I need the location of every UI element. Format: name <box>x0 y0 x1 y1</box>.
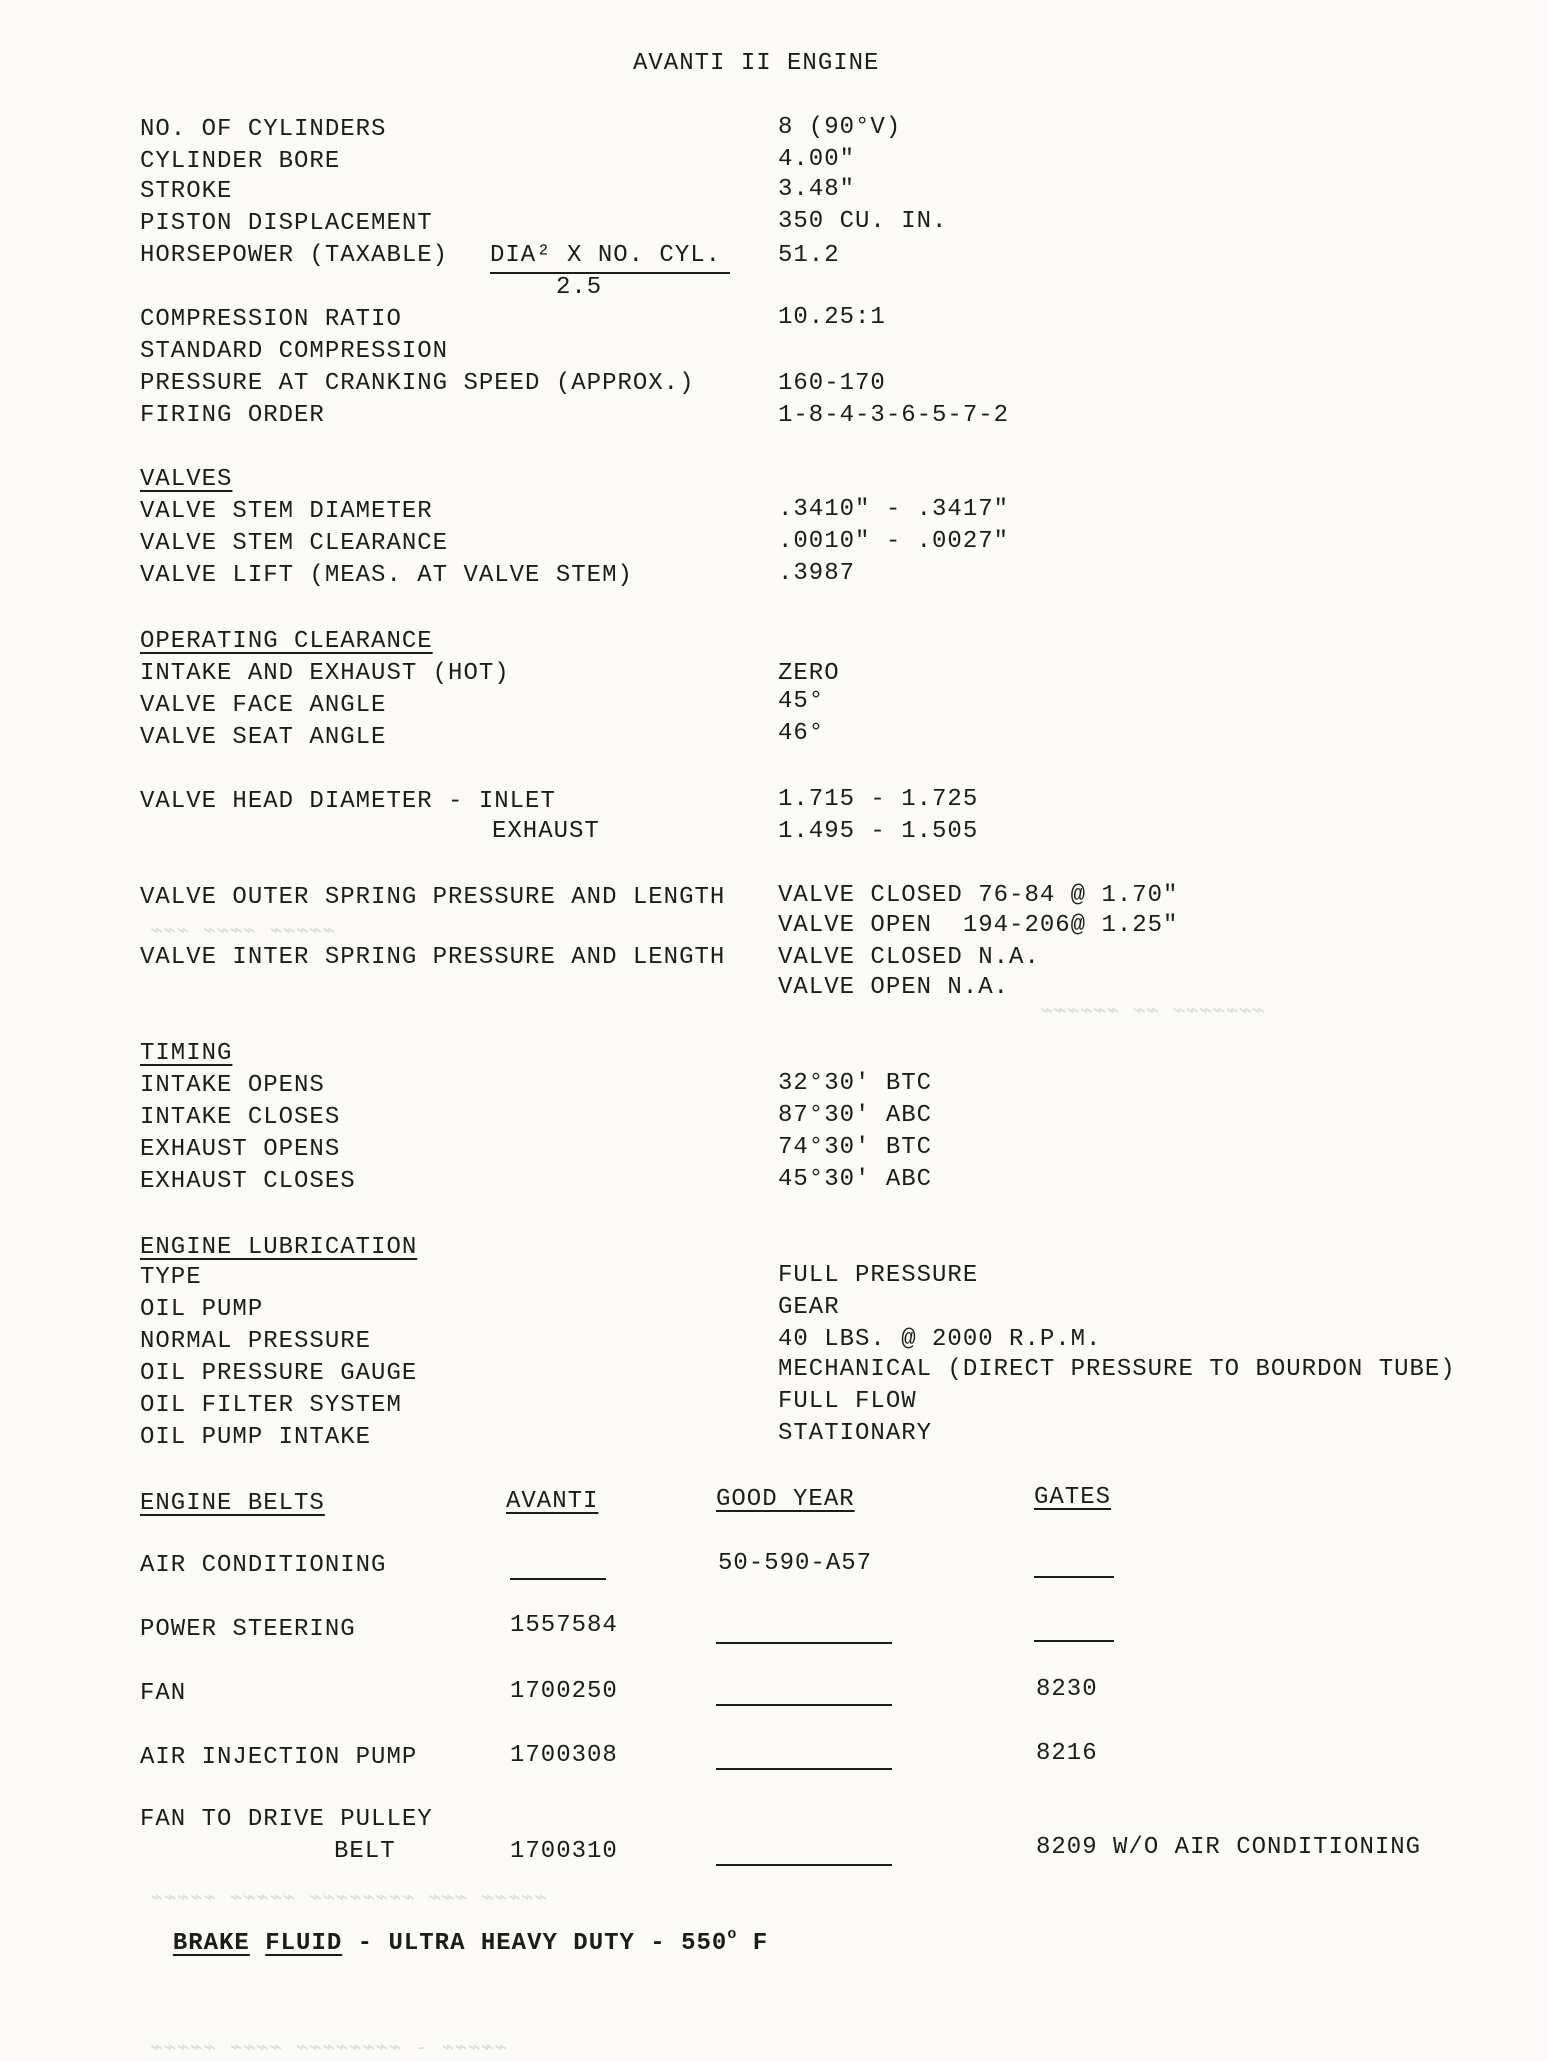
spec-label: NORMAL PRESSURE <box>140 1328 372 1355</box>
spec-label: OIL FILTER SYSTEM <box>140 1392 402 1419</box>
belt-goodyear: 50-590-A57 <box>718 1550 873 1577</box>
spec-label: TYPE <box>140 1264 202 1291</box>
belt-label: FAN TO DRIVE PULLEY <box>140 1806 433 1833</box>
spec-label: EXHAUST <box>492 818 600 845</box>
page-title: AVANTI II ENGINE <box>633 50 880 77</box>
column-header-goodyear: GOOD YEAR <box>716 1486 855 1513</box>
spec-value: VALVE OPEN 194-206@ 1.25" <box>778 912 1179 939</box>
belt-avanti: 1700310 <box>510 1838 618 1865</box>
spec-value: 87°30' ABC <box>778 1102 933 1129</box>
spec-value: VALVE OPEN N.A. <box>778 974 1010 1001</box>
spec-label: PISTON DISPLACEMENT <box>140 210 433 237</box>
bleed-through-mark: ⌁⌁⌁⌁⌁ ⌁⌁⌁⌁⌁ ⌁⌁⌁⌁⌁⌁⌁⌁ ⌁⌁⌁ ⌁⌁⌁⌁⌁ <box>150 1886 548 1911</box>
bleed-through-mark: ⌁⌁⌁ ⌁⌁⌁⌁ ⌁⌁⌁⌁⌁ <box>150 919 336 944</box>
spec-label: INTAKE CLOSES <box>140 1104 341 1131</box>
belt-label: AIR INJECTION PUMP <box>140 1744 418 1771</box>
spec-value: .3410" - .3417" <box>778 496 1010 523</box>
spec-label: VALVE HEAD DIAMETER - INLET <box>140 788 556 815</box>
fluid-word: FLUID <box>265 1930 343 1957</box>
spec-label: FIRING ORDER <box>140 402 325 429</box>
brake-spec: - ULTRA HEAVY DUTY - 550 <box>357 1930 728 1957</box>
spec-value: 3.48" <box>778 176 856 203</box>
formula-numerator: DIA² X NO. CYL. <box>490 242 722 269</box>
blank-line <box>1034 1640 1114 1642</box>
spec-value: 10.25:1 <box>778 304 886 331</box>
spec-value: 8 (90°V) <box>778 114 902 141</box>
spec-value: ZERO <box>778 660 840 687</box>
belt-label: BELT <box>334 1838 396 1865</box>
spec-value: 45°30' ABC <box>778 1166 933 1193</box>
spec-label: VALVE FACE ANGLE <box>140 692 387 719</box>
spec-label: OIL PUMP INTAKE <box>140 1424 372 1451</box>
spec-value: 51.2 <box>778 242 840 269</box>
spec-value: 1-8-4-3-6-5-7-2 <box>778 402 1010 429</box>
spec-label: CYLINDER BORE <box>140 148 341 175</box>
column-header-gates: GATES <box>1034 1484 1112 1511</box>
column-header-avanti: AVANTI <box>506 1488 599 1515</box>
formula-denominator: 2.5 <box>556 274 603 301</box>
blank-line <box>1034 1576 1114 1578</box>
spec-label: STROKE <box>140 178 233 205</box>
belts-heading: ENGINE BELTS <box>140 1490 325 1517</box>
spec-value: 74°30' BTC <box>778 1134 933 1161</box>
spec-value: 40 LBS. @ 2000 R.P.M. <box>778 1326 1102 1353</box>
belt-gates: 8216 <box>1036 1740 1098 1767</box>
spec-label: OIL PRESSURE GAUGE <box>140 1360 418 1387</box>
spec-label: VALVE INTER SPRING PRESSURE AND LENGTH <box>140 944 726 971</box>
spec-value: VALVE CLOSED 76-84 @ 1.70" <box>778 882 1179 909</box>
belt-label: POWER STEERING <box>140 1616 356 1643</box>
spec-value: 1.495 - 1.505 <box>778 818 979 845</box>
degree-mark: o <box>727 1926 738 1943</box>
spec-value: .0010" - .0027" <box>778 528 1010 555</box>
belt-gates: 8209 W/O AIR CONDITIONING <box>1036 1834 1422 1861</box>
spec-value: 350 CU. IN. <box>778 208 948 235</box>
spec-value: 4.00" <box>778 146 856 173</box>
section-heading: VALVES <box>140 466 233 493</box>
spec-label: INTAKE AND EXHAUST (HOT) <box>140 660 510 687</box>
blank-line <box>716 1864 892 1866</box>
spec-label: VALVE OUTER SPRING PRESSURE AND LENGTH <box>140 884 726 911</box>
section-heading: TIMING <box>140 1040 233 1067</box>
belt-gates: 8230 <box>1036 1676 1098 1703</box>
spec-label: EXHAUST CLOSES <box>140 1168 356 1195</box>
spec-label: PRESSURE AT CRANKING SPEED (APPROX.) <box>140 370 695 397</box>
belt-label: FAN <box>140 1680 187 1707</box>
belt-avanti: 1557584 <box>510 1612 618 1639</box>
brake-word: BRAKE <box>172 1930 250 1957</box>
spec-label: VALVE LIFT (MEAS. AT VALVE STEM) <box>140 562 633 589</box>
spec-label: OIL PUMP <box>140 1296 264 1323</box>
temp-unit: F <box>752 1930 769 1957</box>
bleed-through-mark: ⌁⌁⌁⌁⌁ ⌁⌁⌁⌁ ⌁⌁⌁⌁⌁⌁⌁⌁ - ⌁⌁⌁⌁⌁ <box>150 2036 508 2061</box>
spec-value: FULL PRESSURE <box>778 1262 979 1289</box>
blank-line <box>716 1704 892 1706</box>
spec-label: VALVE SEAT ANGLE <box>140 724 387 751</box>
spec-value: .3987 <box>778 560 856 587</box>
belt-avanti: 1700250 <box>510 1678 618 1705</box>
spec-value: 160-170 <box>778 370 886 397</box>
brake-fluid-line <box>142 1902 768 1958</box>
bleed-through-mark: ⌁⌁⌁⌁⌁⌁ ⌁⌁ ⌁⌁⌁⌁⌁⌁⌁ <box>1040 999 1266 1024</box>
spec-value: FULL FLOW <box>778 1388 917 1415</box>
belt-avanti: 1700308 <box>510 1742 618 1769</box>
spec-value: 1.715 - 1.725 <box>778 786 979 813</box>
blank-line <box>510 1578 606 1580</box>
blank-line <box>716 1642 892 1644</box>
spec-value: MECHANICAL (DIRECT PRESSURE TO BOURDON TUBE) <box>778 1356 1456 1383</box>
formula-divider <box>490 272 730 274</box>
spec-value: 32°30' BTC <box>778 1070 933 1097</box>
spec-label: VALVE STEM CLEARANCE <box>140 530 449 557</box>
spec-label: COMPRESSION RATIO <box>140 306 402 333</box>
spec-label: EXHAUST OPENS <box>140 1136 341 1163</box>
spec-value: STATIONARY <box>778 1420 933 1447</box>
belt-label: AIR CONDITIONING <box>140 1552 387 1579</box>
spec-value: 46° <box>778 720 825 747</box>
section-heading: ENGINE LUBRICATION <box>140 1234 418 1261</box>
spec-label: STANDARD COMPRESSION <box>140 338 449 365</box>
blank-line <box>716 1768 892 1770</box>
spec-label: INTAKE OPENS <box>140 1072 325 1099</box>
spec-label: VALVE STEM DIAMETER <box>140 498 433 525</box>
spec-value: GEAR <box>778 1294 840 1321</box>
spec-label: NO. OF CYLINDERS <box>140 116 387 143</box>
spec-value: 45° <box>778 688 825 715</box>
spec-label: HORSEPOWER (TAXABLE) <box>140 242 449 269</box>
spec-value: VALVE CLOSED N.A. <box>778 944 1040 971</box>
section-heading: OPERATING CLEARANCE <box>140 628 433 655</box>
